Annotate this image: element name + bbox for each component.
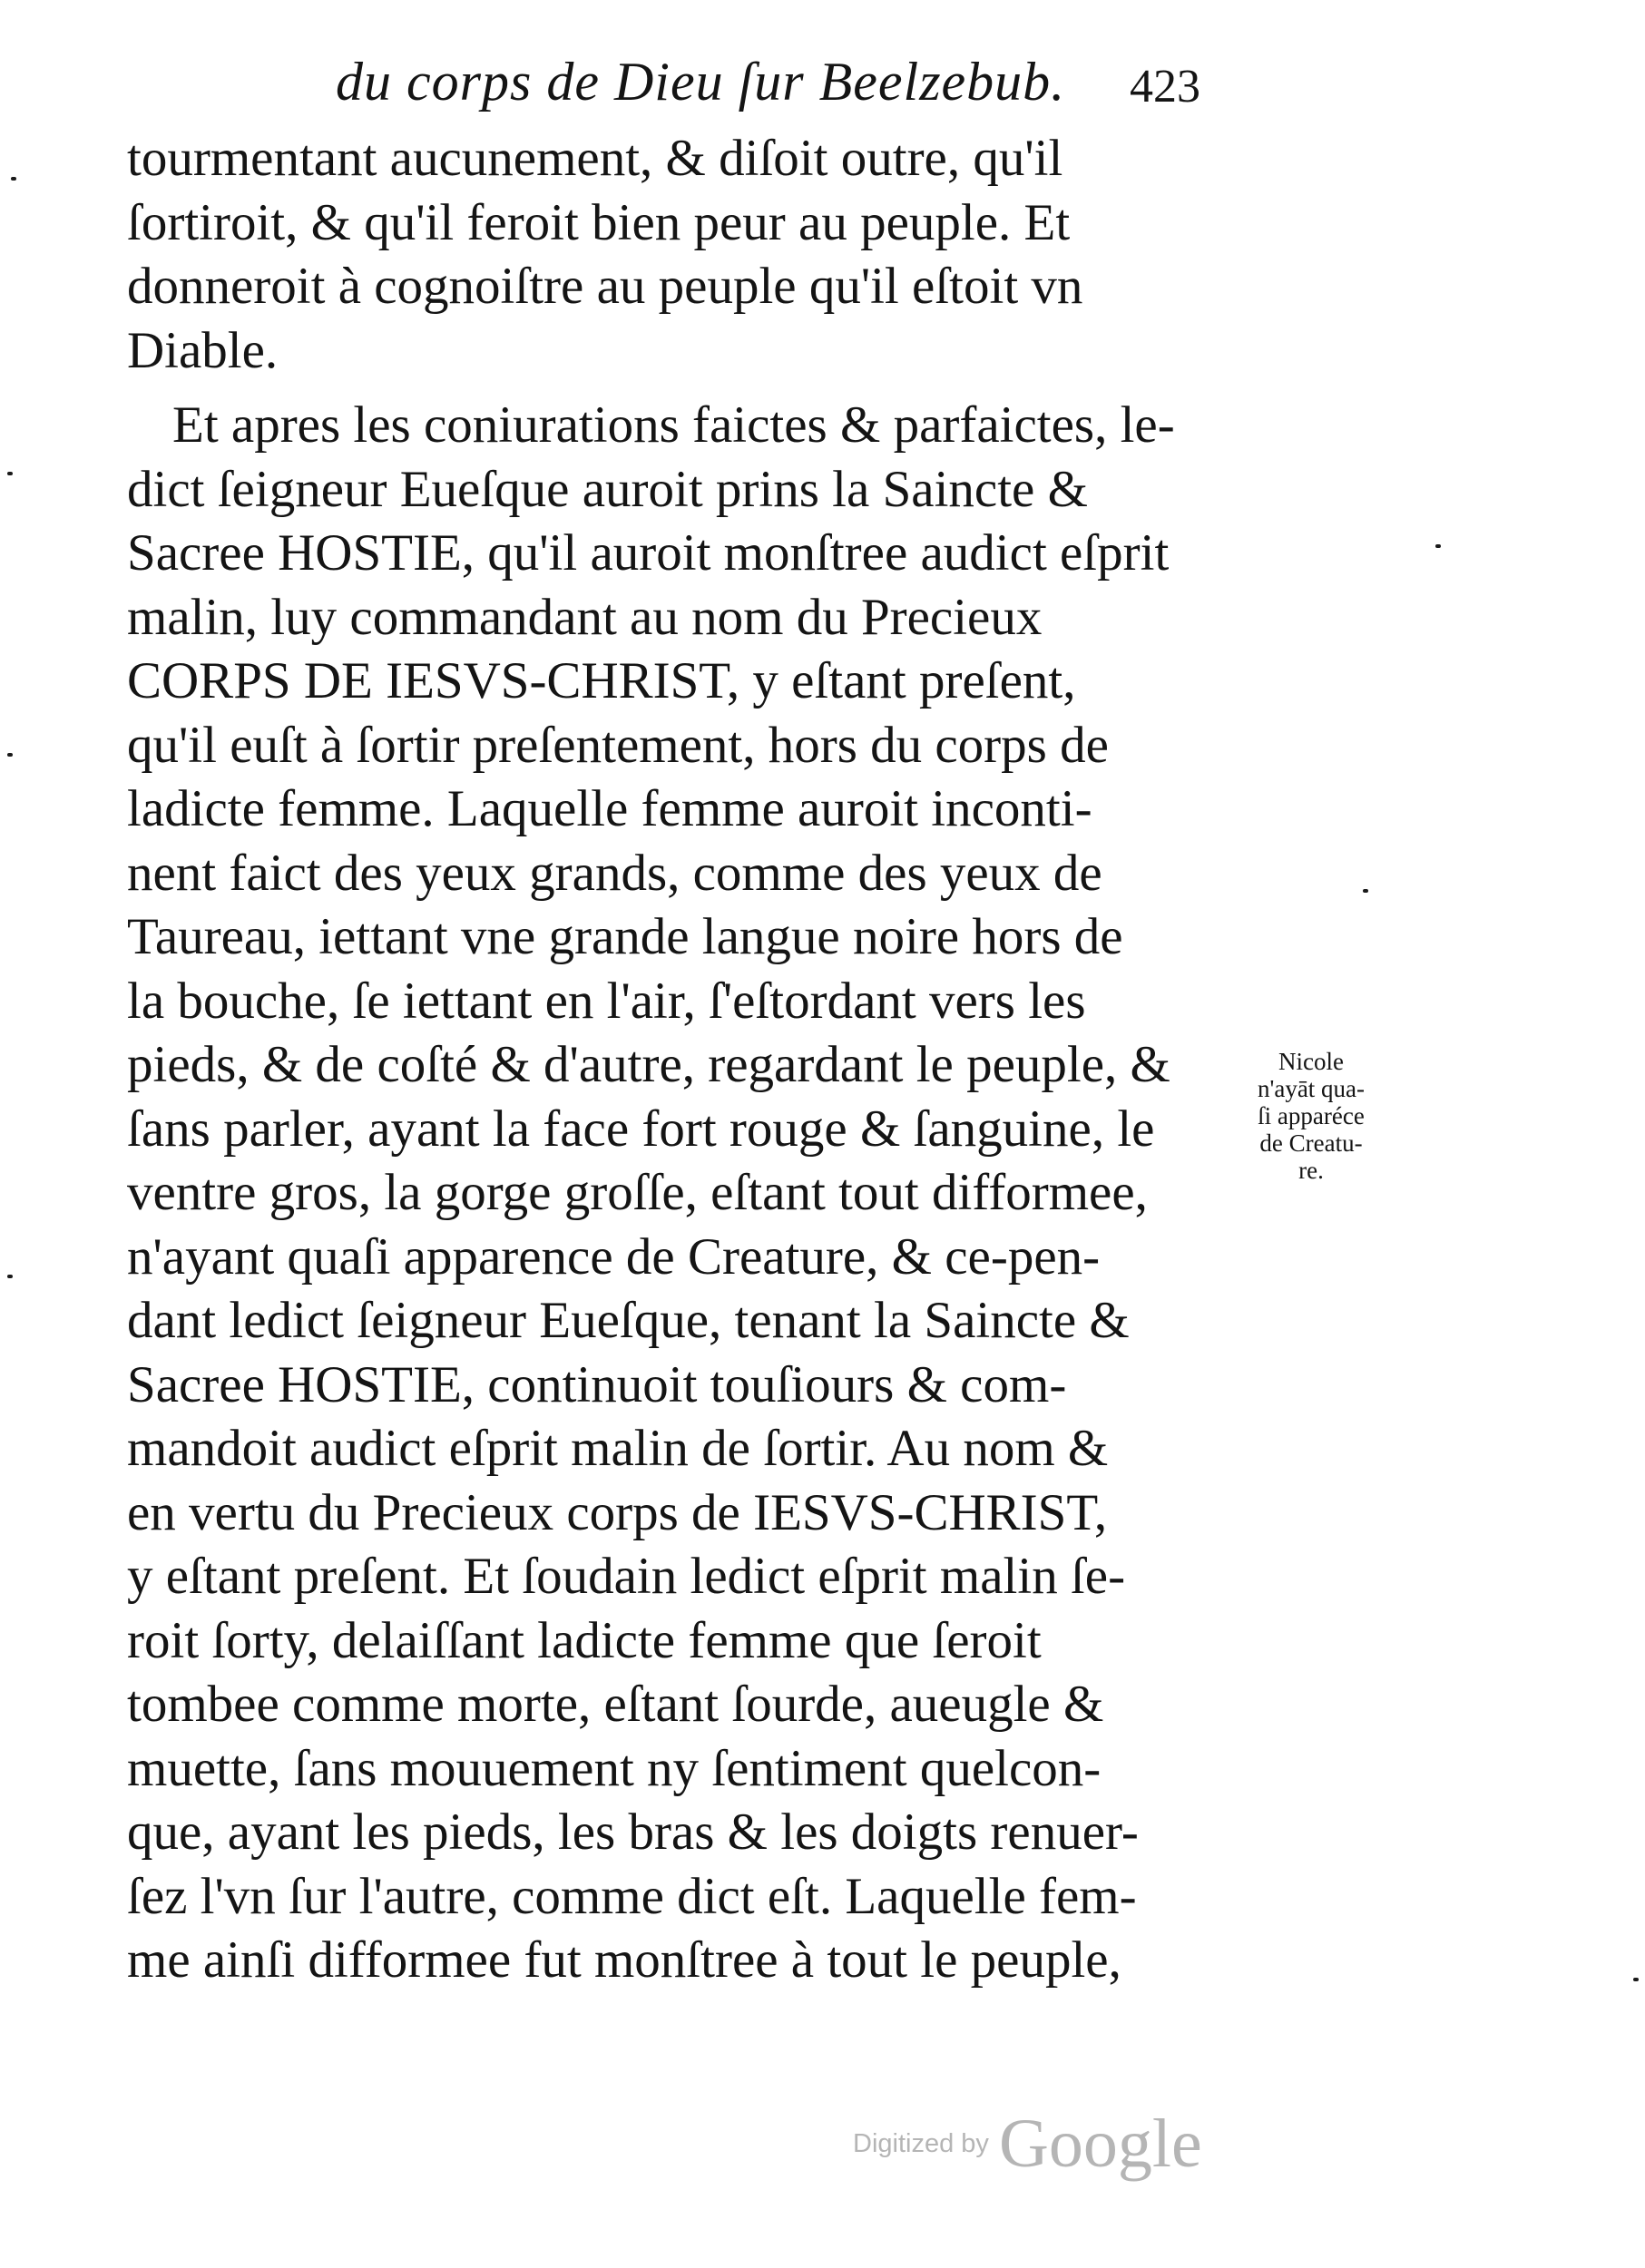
- page-number: 423: [1130, 61, 1200, 112]
- text-line: mandoit audict eſprit malin de ſortir. Au nom &: [127, 1420, 1109, 1477]
- digitized-watermark: [853, 2105, 1202, 2184]
- margin-note-line: Nicole: [1278, 1048, 1344, 1075]
- scan-speck: [7, 1275, 13, 1278]
- text-line: donneroit à cognoiſtre au peuple qu'il eſtoit vn: [127, 258, 1083, 315]
- scan-speck: [1435, 544, 1441, 548]
- text-line: dant ledict ſeigneur Eueſque, tenant la Saincte &: [127, 1292, 1130, 1349]
- text-line: nent faict des yeux grands, comme des yeux de: [127, 844, 1102, 902]
- paragraph-break: [127, 383, 1243, 394]
- watermark-logo: Google: [999, 2106, 1202, 2182]
- scan-speck: [1363, 889, 1368, 893]
- text-line: tombee comme morte, eſtant ſourde, aueugle &: [127, 1676, 1104, 1733]
- text-line: roit ſorty, delaiſſant ladicte femme que ſeroit: [127, 1611, 1042, 1669]
- text-line: dict ſeigneur Eueſque auroit prins la Saincte &: [127, 460, 1088, 518]
- scan-speck: [1633, 1978, 1639, 1981]
- text-line: Sacree HOSTIE, qu'il auroit monſtree audict eſprit: [127, 524, 1170, 582]
- text-line: n'ayant quaſi apparence de Creature, & ce-pen-: [127, 1227, 1101, 1286]
- text-line: muette, ſans mouuement ny ſentiment quelcon-: [127, 1739, 1102, 1797]
- text-line: Diable.: [127, 321, 279, 379]
- text-line: ſortiroit, & qu'il feroit bien peur au peuple. Et: [127, 193, 1071, 251]
- text-line: CORPS DE IESVS-CHRIST, y eſtant preſent,: [127, 652, 1076, 709]
- text-line: pieds, & de coſté & d'autre, regardant le peuple, &: [127, 1036, 1170, 1093]
- text-line: tourmentant aucunement, & diſoit outre, qu'il: [127, 130, 1063, 187]
- text-line: la bouche, ſe iettant en l'air, ſ'eſtordant vers les: [127, 972, 1086, 1030]
- watermark-prefix: Digitized by: [853, 2129, 989, 2158]
- text-line: qu'il euſt à ſortir preſentement, hors du corps de: [127, 716, 1109, 774]
- text-line: malin, luy commandant au nom du Precieux: [127, 588, 1043, 646]
- scan-speck: [11, 177, 16, 181]
- text-line: ſez l'vn ſur l'autre, comme dict eſt. Laquelle fem-: [127, 1867, 1137, 1925]
- margin-note-line: re.: [1298, 1157, 1324, 1184]
- body-text: [127, 127, 1243, 1993]
- text-line: y eſtant preſent. Et ſoudain ledict eſprit malin ſe-: [127, 1548, 1126, 1605]
- margin-note-line: de Creatu-: [1259, 1129, 1363, 1157]
- running-title: du corps de Dieu ſur Beelzebub.: [336, 52, 1066, 112]
- text-line: me ainſi difformee fut monſtree à tout le peuple,: [127, 1931, 1121, 1989]
- margin-note-line: n'ayāt qua-: [1257, 1075, 1366, 1102]
- text-line: en vertu du Precieux corps de IESVS-CHRIST,: [127, 1483, 1108, 1541]
- margin-note-line: ſi apparéce: [1258, 1102, 1365, 1129]
- scan-speck: [7, 472, 13, 475]
- text-line: Taureau, iettant vne grande langue noire hors de: [127, 908, 1123, 965]
- text-line: ladicte femme. Laquelle femme auroit inconti-: [127, 780, 1092, 837]
- text-line: ſans parler, ayant la face fort rouge & ſanguine, le: [127, 1100, 1155, 1158]
- text-line: Sacree HOSTIE, continuoit touſiours & com-: [127, 1355, 1067, 1413]
- scan-speck: [7, 753, 13, 757]
- text-line: ventre gros, la gorge groſſe, eſtant tout difformee,: [127, 1164, 1148, 1221]
- margin-note: [1229, 1048, 1393, 1184]
- text-line: Et apres les coniurations faictes & parfaictes, le-: [172, 396, 1175, 454]
- text-line: que, ayant les pieds, les bras & les doigts renuer-: [127, 1804, 1139, 1861]
